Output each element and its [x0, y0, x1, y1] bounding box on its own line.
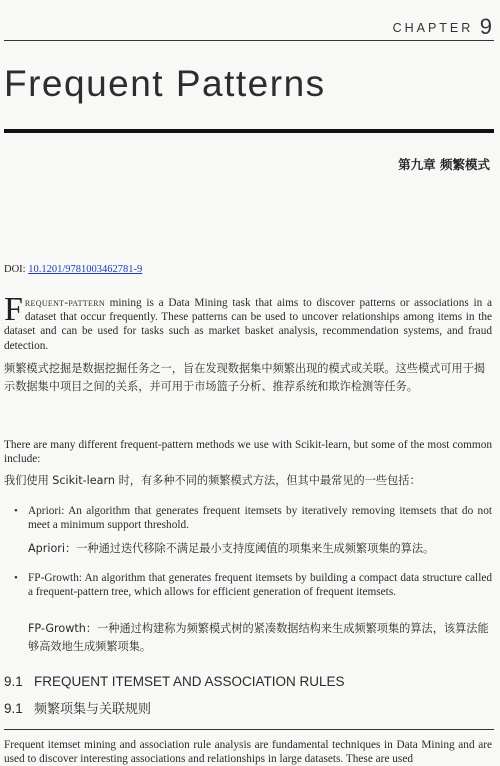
section-rule	[4, 729, 494, 730]
bullet-icon: •	[14, 505, 18, 517]
bullet-fpgrowth-cn: FP-Growth：一种通过构建称为频繁模式树的紧凑数据结构来生成频繁项集的算法，该算法能够高效地生成频繁项集。	[28, 622, 489, 653]
intro-paragraph-cn: 频繁模式挖掘是数据挖掘任务之一，旨在发现数据集中频繁出现的模式或关联。这些模式可用于揭示数据集中项目之间的关系，并可用于市场篮子分析、推荐系统和欺诈检测等任务。	[4, 362, 486, 393]
intro-paragraph	[4, 291, 492, 353]
bullet-apriori-cn: Apriori：一种通过迭代移除不满足最小支持度阈值的项集来生成频繁项集的算法。	[28, 542, 435, 555]
intro-smallcaps: requent-pattern	[24, 297, 105, 309]
chapter-label	[393, 14, 492, 40]
bullet-apriori: Apriori: An algorithm that generates frequent itemsets by iteratively removing itemsets that do not meet a minimum support threshold.	[28, 505, 492, 532]
section-number-cn: 9.1	[4, 701, 23, 716]
section-heading-cn	[4, 698, 151, 717]
header-rule	[4, 40, 494, 41]
section-number: 9.1	[4, 674, 23, 689]
section-heading	[4, 674, 345, 689]
intro-text: mining is a Data Mining task that aims to discover patterns or associations in a dataset that occur frequently. These patterns can be used to uncover relationships among items in the dataset and can be used for tasks such as market basket analysis, recommendation systems, and fraud detection.	[4, 297, 492, 352]
section-title-cn: 频繁项集与关联规则	[34, 702, 152, 717]
title-rule	[4, 129, 494, 133]
drop-cap: F	[4, 291, 23, 328]
methods-paragraph: There are many different frequent-pattern methods we use with Scikit-learn, but some of the most common include:	[4, 439, 492, 466]
bullet-icon: •	[14, 572, 18, 584]
section-title: FREQUENT ITEMSET AND ASSOCIATION RULES	[34, 674, 345, 689]
methods-paragraph-cn: 我们使用 Scikit-learn 时，有多种不同的频繁模式方法，但其中最常见的一些包括：	[4, 474, 421, 487]
closing-paragraph: Frequent itemset mining and association rule analysis are fundamental techniques in Data Mining and are used to discover interesting associations and relationships in large datasets. These are used	[4, 739, 492, 766]
chapter-word: CHAPTER	[392, 21, 474, 35]
chapter-number: 9	[479, 14, 492, 39]
chapter-title: Frequent Patterns	[4, 63, 326, 104]
chinese-chapter-title: 第九章 频繁模式	[398, 157, 490, 172]
doi-link[interactable]: 10.1201/9781003462781-9	[28, 264, 143, 275]
doi-line	[4, 264, 142, 275]
bullet-fpgrowth: FP-Growth: An algorithm that generates frequent itemsets by building a compact data structure called a frequent-pattern tree, which allows for efficient generation of frequent itemsets.	[28, 572, 492, 599]
doi-label: DOI:	[4, 264, 26, 275]
